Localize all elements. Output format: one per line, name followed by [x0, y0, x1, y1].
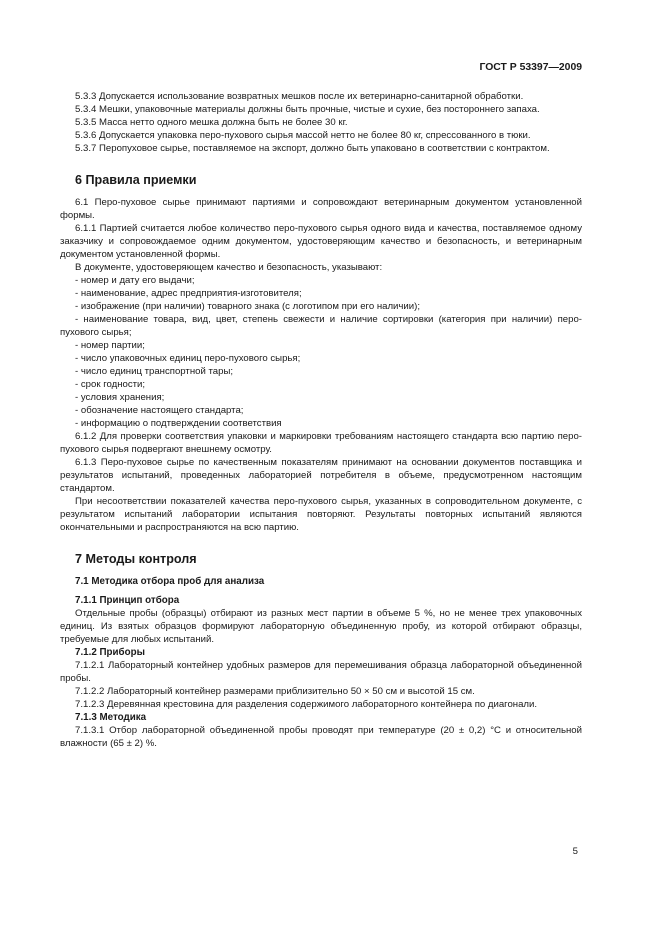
section-7-heading: 7 Методы контроля	[75, 552, 197, 566]
list-item: - число единиц транспортной тары;	[75, 366, 234, 377]
clause-5-3-7: 5.3.7 Перопуховое сырье, поставляемое на экспорт, должно быть упаковано в соответствии с контрактом.	[75, 143, 550, 154]
clause-6-1-3: 6.1.3 Перо-пуховое сырье по качественным показателям принимают на основании документов поставщика и результатов испытаний, проведенных лабораторией потребителя в объеме, предусмотренном настоящим стандартом.	[60, 457, 582, 494]
subsection-7-1-heading: 7.1 Методика отбора проб для анализа	[75, 576, 265, 587]
clause-7-1-2-3: 7.1.2.3 Деревянная крестовина для разделения содержимого лабораторного контейнера по диагонали.	[75, 699, 538, 710]
list-item: - число упаковочных единиц перо-пухового сырья;	[75, 353, 301, 364]
clause-7-1-3-1: 7.1.3.1 Отбор лабораторной объединенной пробы проводят при температуре (20 ± 0,2) °С и относительной влажности (65 ± 2) %.	[60, 725, 582, 749]
clause-5-3-6: 5.3.6 Допускается упаковка перо-пухового сырья массой нетто не более 80 кг, спрессованного в тюки.	[75, 130, 531, 141]
section-6-heading: 6 Правила приемки	[75, 173, 197, 187]
clause-5-3-5: 5.3.5 Масса нетто одного мешка должна быть не более 30 кг.	[75, 117, 348, 128]
clause-7-1-2-2: 7.1.2.2 Лабораторный контейнер размерами приблизительно 50 × 50 см и высотой 15 см.	[75, 686, 475, 697]
subsection-7-1-2-heading: 7.1.2 Приборы	[75, 647, 145, 658]
clause-6-1-1: 6.1.1 Партией считается любое количество перо-пухового сырья одного вида и качества, поставляемое одному заказчику и сопровождаемое одним документом, удостоверяющим качество и безопасность, и ветеринарным документом установленной формы.	[60, 223, 582, 260]
list-item: - изображение (при наличии) товарного знака (с логотипом при его наличии);	[75, 301, 420, 312]
document-contents-intro: В документе, удостоверяющем качество и безопасность, указывают:	[75, 262, 383, 273]
list-item: - номер партии;	[75, 340, 145, 351]
list-item: - срок годности;	[75, 379, 146, 390]
clause-6-1-2: 6.1.2 Для проверки соответствия упаковки и маркировки требованиям настоящего стандарта всю партию перо-пухового сырья подвергают внешнему осмотру.	[60, 431, 582, 455]
clause-5-3-4: 5.3.4 Мешки, упаковочные материалы должны быть прочные, чистые и сухие, без постороннего запаха.	[75, 104, 540, 115]
standard-header: ГОСТ Р 53397—2009	[479, 62, 582, 73]
page-number: 5	[572, 846, 578, 857]
clause-5-3-3: 5.3.3 Допускается использование возвратных мешков после их ветеринарно-санитарной обработки.	[75, 91, 524, 102]
list-item: - обозначение настоящего стандарта;	[75, 405, 244, 416]
list-item: - наименование, адрес предприятия-изготовителя;	[75, 288, 302, 299]
subsection-7-1-3-heading: 7.1.3 Методика	[75, 712, 147, 723]
list-item: - информацию о подтверждении соответствия	[75, 418, 282, 429]
document-contents-list	[60, 274, 582, 430]
subsection-7-1-1-heading: 7.1.1 Принцип отбора	[75, 595, 180, 606]
clause-6-1: 6.1 Перо-пуховое сырье принимают партиями и сопровождают ветеринарным документом установленной формы.	[60, 197, 582, 221]
list-item: - наименование товара, вид, цвет, степень свежести и наличие сортировки (категория при наличии) перо-пухового сырья;	[60, 314, 582, 338]
clause-7-1-2-1: 7.1.2.1 Лабораторный контейнер удобных размеров для перемешивания образца лабораторной объединенной пробы.	[60, 660, 582, 684]
retest-paragraph: При несоответствии показателей качества перо-пухового сырья, указанных в сопроводительном документе, с результатом испытаний лаборатории испытания повторяют. Результаты повторных испытаний являются окончательными и распространяются на всю партию.	[60, 496, 582, 533]
sampling-principle: Отдельные пробы (образцы) отбирают из разных мест партии в объеме 5 %, но не менее трех упаковочных единиц. Из взятых образцов формируют лабораторную объединенную пробу, из которой отбирают образцы, требуемые для любых испытаний.	[60, 608, 582, 645]
list-item: - номер и дату его выдачи;	[75, 275, 195, 286]
list-item: - условия хранения;	[75, 392, 165, 403]
page-content	[60, 90, 582, 750]
